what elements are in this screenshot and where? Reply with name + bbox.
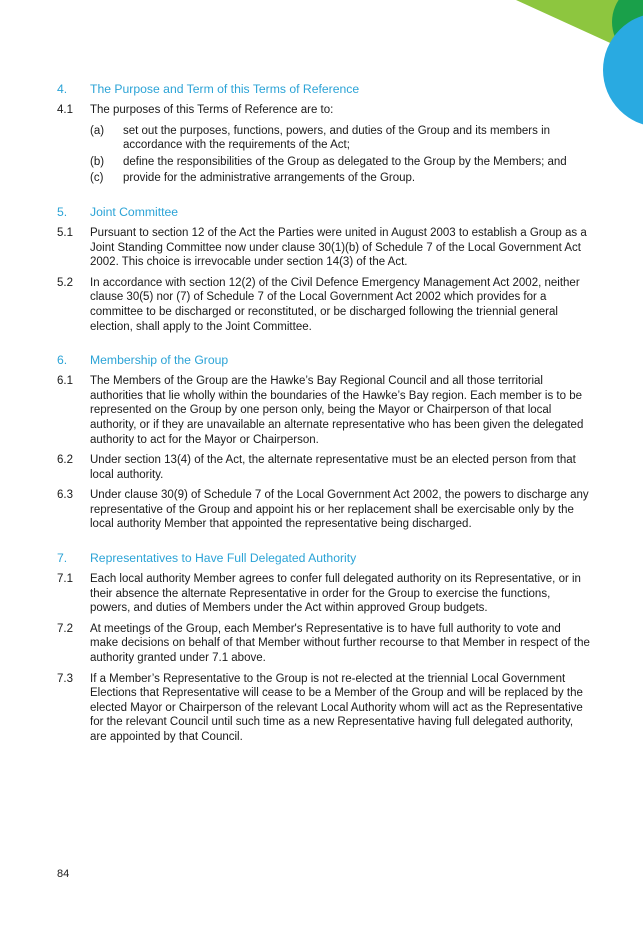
clause-number: 5.2 [57,276,73,289]
item-text: define the responsibilities of the Group as delegated to the Group by the Members; and [123,155,567,168]
clause-body [90,572,592,616]
section-heading [57,551,592,566]
clause-text: Pursuant to section 12 of the Act the Parties were united in August 2003 to establish a Group as a Joint Standing Committee now under clause 30(1)(b) of Schedule 7 of the Local Government Act 2002. This choice is irrevocable under section 14(3) of the Act. [90,226,587,269]
clause-text: Under clause 30(9) of Schedule 7 of the Local Government Act 2002, the powers to discharge any representative of the Group and appoint his or her replacement shall be exercisable only by the local authority Member that appointed the representative being discharged. [90,489,589,531]
section-title: Representatives to Have Full Delegated Authority [90,551,357,566]
section-title: The Purpose and Term of this Terms of Reference [90,82,360,96]
clause-body [90,103,592,118]
section-title: Joint Committee [90,204,179,219]
clause-text: The Members of the Group are the Hawke’s Bay Regional Council and all those territorial authorities that lie wholly within the boundaries of the Hawke’s Bay region. Each member is to be represented on the Group by one person only, being the Mayor or Chairperson of that local authority, or if they are unavailable an alternate representative who has been given the delegated authority to act for the Mayor or Chairperson. [90,375,584,446]
clause-item [90,124,592,153]
section-title: Membership of the Group [90,353,229,368]
clause-text: In accordance with section 12(2) of the Civil Defence Emergency Management Act 2002, neither clause 30(5) nor (7) of Schedule 7 of the Local Government Act 2002 which provides for a committee to be discharged or reconstituted, or be discharged following the triennial general election, shall apply to the Joint Committee. [90,276,580,333]
clause [57,672,592,745]
section-number: 7. [57,551,68,566]
item-text: set out the purposes, functions, powers, and duties of the Group and its members in accordance with the requirements of the Act; [123,124,551,152]
clause [57,453,592,482]
clause-text: If a Member’s Representative to the Group is not re-elected at the triennial Local Government Elections that Representative will cease to be a Member of the Group and will be replaced by the elected Mayor or Chairperson of the relevant Local Authority whom will act as the Representative for the relevant Council until such time as a new Representative having full delegated authority, are appointed by that Council. [90,672,583,743]
clause [57,374,592,447]
clause-body [90,226,592,270]
item-label: (a) [90,124,105,137]
clause-number: 7.1 [57,573,73,586]
section-heading [57,353,592,368]
clause-items [57,124,592,186]
clause-body [90,622,592,666]
clause-text: The purposes of this Terms of Reference are to: [90,104,334,116]
clause-body [90,453,592,482]
clause [57,103,592,118]
clause-body [90,374,592,447]
clause-item [90,171,592,186]
section-5 [57,205,592,334]
section-7 [57,551,592,745]
clause-number: 6.3 [57,489,73,502]
clause-number: 6.2 [57,454,73,467]
corner-blue-circle [603,13,643,127]
clause [57,276,592,334]
clause [57,226,592,270]
section-number: 5. [57,204,68,219]
clause-text: At meetings of the Group, each Member's Representative is to have full authority to vote and make decisions on behalf of that Member without further recourse to that Member in respect of the authority granted under 7.1 above. [90,622,590,665]
clause-text: Each local authority Member agrees to confer full delegated authority on its Representative, or in their absence the alternate Representative in order for the Group to exercise the functions, powers, and duties of Members under the Act within approved Group budgets. [90,573,581,615]
clause-item [90,155,592,170]
clause-number: 5.1 [57,226,73,239]
item-text: provide for the administrative arrangements of the Group. [123,172,416,185]
page-number: 84 [57,868,70,880]
clause-number: 7.2 [57,622,73,635]
section-4 [57,82,592,186]
section-number: 6. [57,353,68,368]
item-label: (c) [90,172,104,185]
clause-body [90,276,592,334]
clause [57,622,592,666]
item-label: (b) [90,155,105,168]
clause-body [90,488,592,532]
clause-number: 4.1 [57,104,73,116]
clause-number: 6.1 [57,375,73,388]
clause-text: Under section 13(4) of the Act, the alternate representative must be an elected person from that local authority. [90,454,576,481]
section-heading [57,205,592,220]
section-number: 4. [57,82,68,96]
clause [57,572,592,616]
clause-number: 7.3 [57,672,73,685]
section-heading [57,82,592,97]
document-body [57,82,592,764]
corner-green-swoosh [516,0,643,58]
section-6 [57,353,592,532]
corner-dark-green-circle [612,0,643,62]
clause [57,488,592,532]
clause-body [90,672,592,745]
